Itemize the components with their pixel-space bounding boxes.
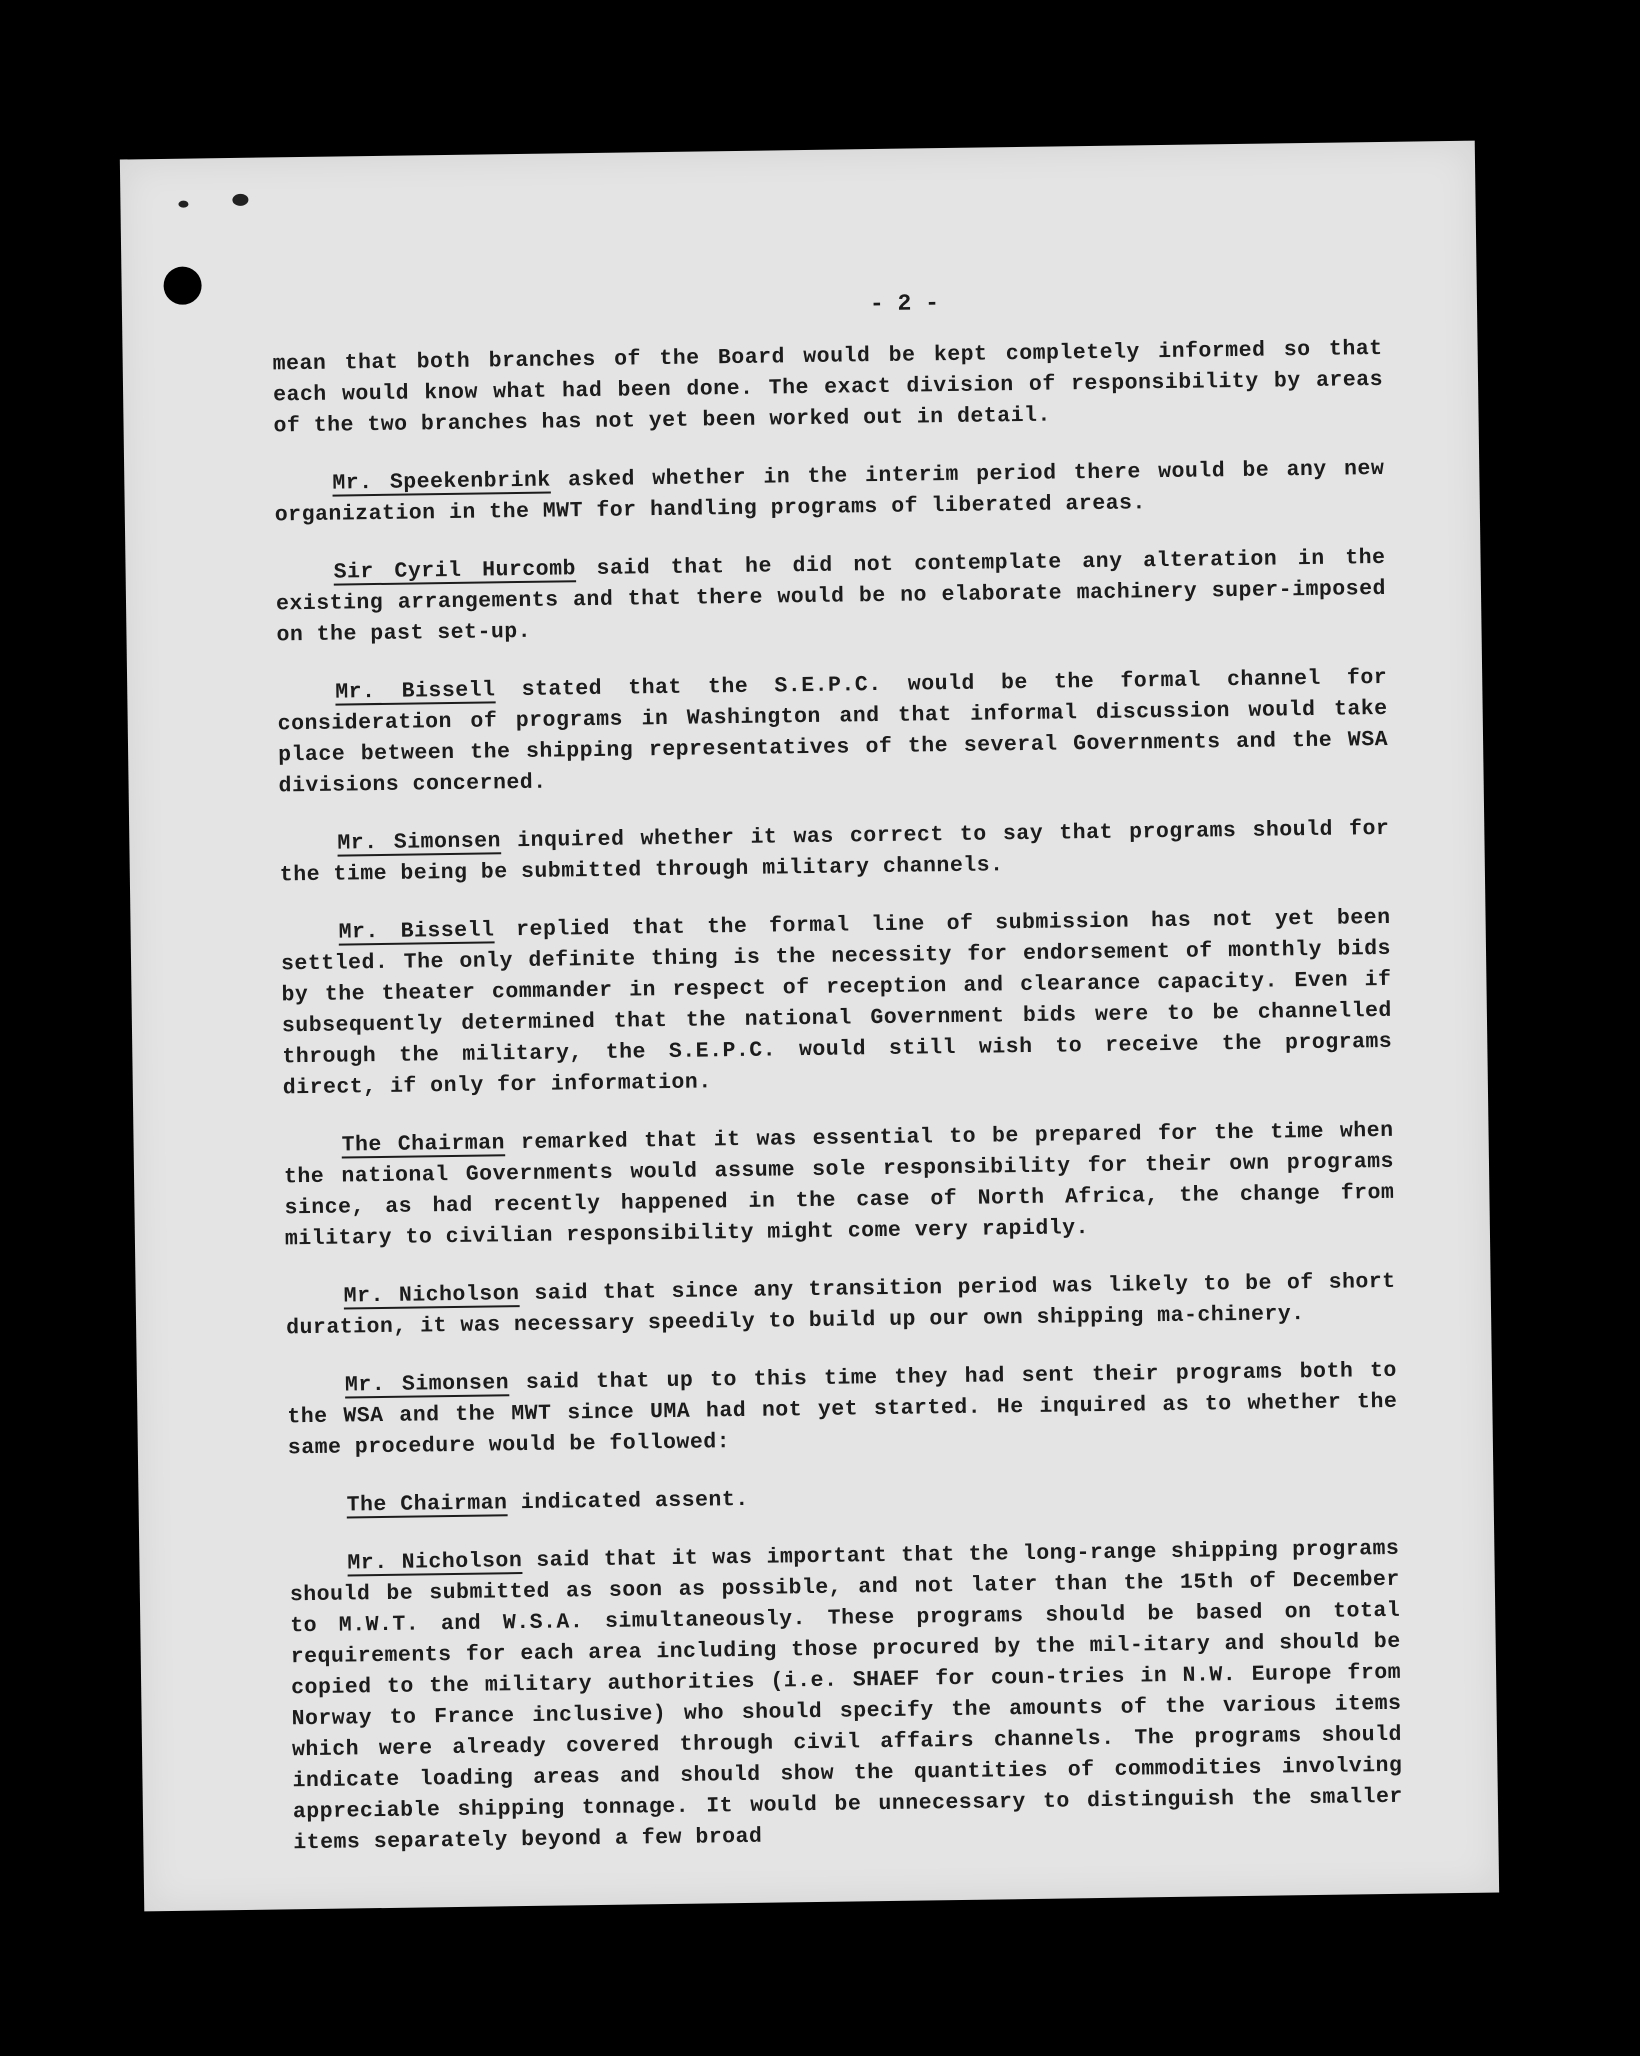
paragraph [273,334,1384,442]
paragraph [280,903,1392,1104]
paragraph-text: said that it was important that the long-range shipping programs should be submitted as soon as possible, and not later than the 15th of December to M.W.T. and W.S.A. simultaneously. These programs should be based on total requirements for each area including those procured by the mil-itary and should be copied to the military authorities (i.e. SHAEF for coun-tries in N.W. Europe from Norway to France inclusive) who should specify the amounts of the various items which were already covered through civil affairs channels. The programs should indicate loading areas and should show the quantities of commodities involving appreciable shipping tonnage. It would be unnecessary to distinguish the smaller items separately beyond a few broad [289,1536,1403,1856]
paragraph-text: said that he did not contemplate any alteration in the existing arrangements and that there would be no elaborate machinery super-imposed on the past set-up. [275,545,1387,648]
paragraph [279,814,1390,891]
paragraph [277,663,1389,802]
paragraph-text: said that up to this time they had sent their programs both to the WSA and the MWT since UMA had not yet started. He inquired as to whether the same procedure would be followed: [287,1358,1398,1461]
paragraph-text: asked whether in the interim period there would be any new organization in the MWT for handling programs of liberated areas. [274,456,1385,528]
speaker-name: Mr. Bissell [338,918,495,945]
paragraph-text: indicated assent. [507,1487,749,1516]
paragraph-text: inquired whether it was correct to say that programs should for the time being be submitted through military channels. [279,816,1390,888]
speaker-name: Mr. Nicholson [347,1549,523,1576]
paragraph [283,1116,1395,1255]
speaker-name: Mr. Speekenbrink [332,468,551,496]
paragraph [286,1267,1397,1344]
speaker-name: Mr. Simonsen [337,829,502,856]
ink-speck [232,194,248,206]
paragraph-text: said that since any transition period was likely to be of short duration, it was necessary speedily to build up our own shipping ma-chinery. [286,1269,1396,1341]
ink-speck [178,201,188,208]
paragraph-text: replied that the formal line of submission has not yet been settled. The only definite thing is the necessity for endorsement of monthly bids by the theater commander in respect of reception and clearance capacity. Even if subsequently determined that the national Government bids were to be channelled through the military, the S.E.P.C. would still wish to receive the programs direct, if only for information. [280,905,1393,1101]
document-body [273,334,1404,1886]
document-page [120,141,1499,1912]
speaker-name: Sir Cyril Hurcomb [333,557,577,585]
page-number: - 2 - [869,290,940,318]
speaker-name: Mr. Simonsen [344,1371,510,1398]
paragraph [288,1476,1398,1522]
paragraph-text: remarked that it was essential to be prepared for the time when the national Governments would assume sole responsibility for their own programs since, as had recently happened in the case of North Africa, the change from military to civilian responsibility might come very rapidly. [283,1118,1395,1252]
paragraph-text: mean that both branches of the Board would be kept completely informed so that each would know what had been done. The exact division of responsibility by areas of the two branches has not yet been worked out in detail. [272,336,1384,439]
paragraph-text: stated that the S.E.P.C. would be the formal channel for consideration of programs in Washington and that informal discussion would take place between the shipping representatives of the several Governments and the WSA divisions concerned. [277,665,1389,799]
speaker-name: Mr. Nicholson [343,1282,520,1309]
paragraph [287,1356,1398,1464]
paragraph [275,543,1386,651]
speaker-name: Mr. Bissell [335,678,496,705]
speaker-name: The Chairman [346,1491,508,1518]
paragraph [274,454,1385,531]
paragraph [289,1534,1403,1859]
punch-hole [163,266,202,305]
speaker-name: The Chairman [341,1131,506,1158]
